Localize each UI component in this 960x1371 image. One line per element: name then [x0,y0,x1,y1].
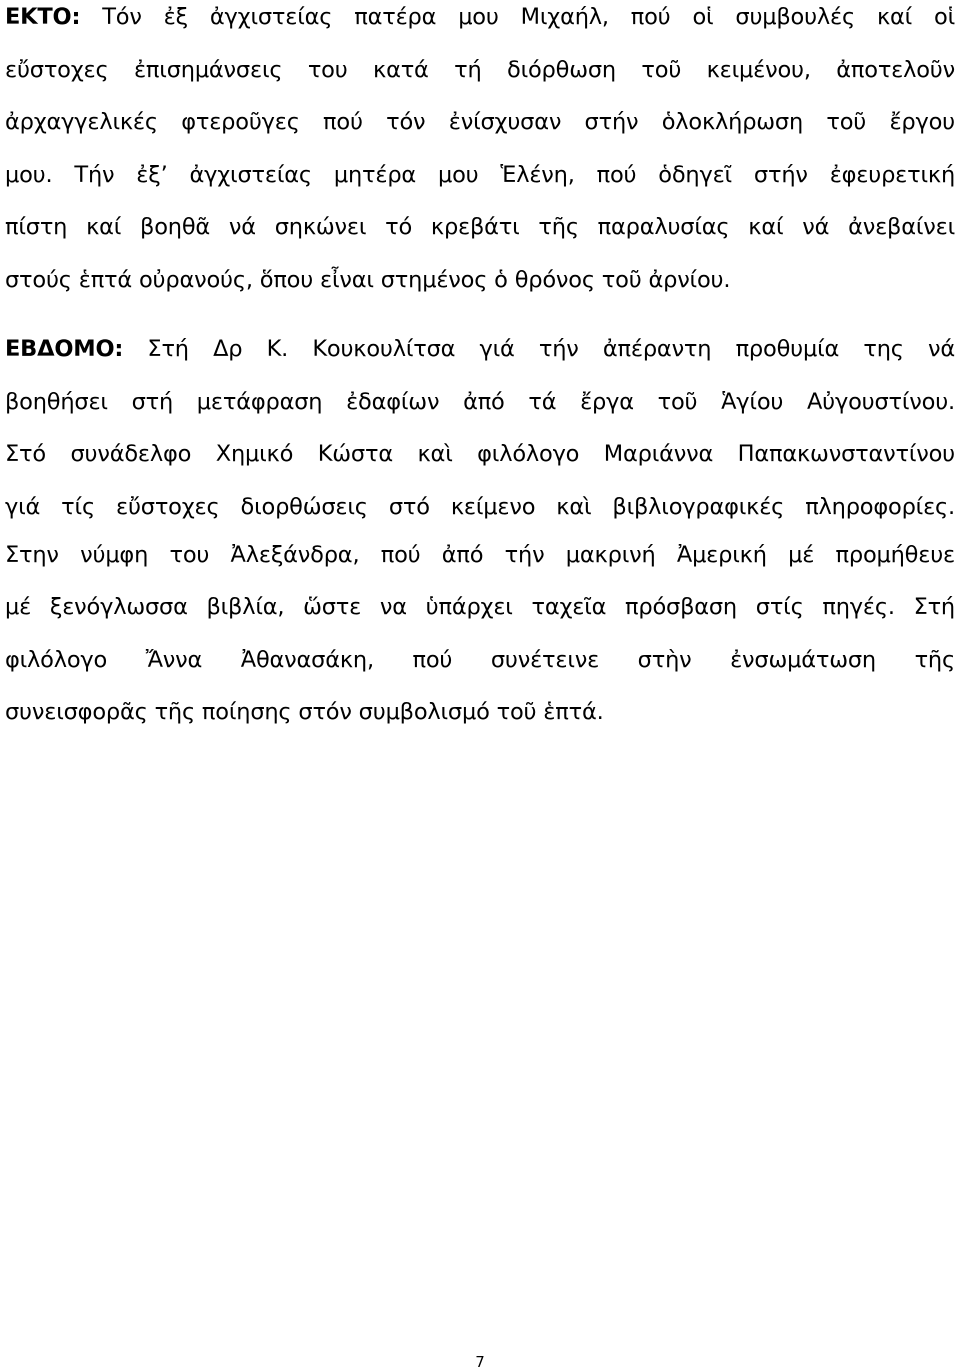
paragraph-line: εὔστοχες ἐπισημάνσεις του κατά τή διόρθωση τοῦ κειμένου, ἀποτελοῦν [5,57,955,83]
paragraph-line: πίστη καί βοηθᾶ νά σηκώνει τό κρεβάτι τῆς παραλυσίας καί νά ἀνεβαίνει [5,214,955,240]
paragraph-line: συνεισφορᾶς τῆς ποίησης στόν συμβολισμό τοῦ ἑπτά. [5,699,604,725]
paragraph-line: μέ ξενόγλωσσα βιβλία, ὥστε να ὑπάρχει ταχεῖα πρόσβαση στίς πηγές. Στή [5,594,955,620]
page-number: 7 [475,1353,485,1371]
paragraph-line: φιλόλογο Ἄννα Ἀθανασάκη, πού συνέτεινε στὴν ἐνσωμάτωση τῆς [5,647,955,673]
paragraph-line: βοηθήσει στή μετάφραση ἐδαφίων ἀπό τά ἔργα τοῦ Ἁγίου Αὐγουστίνου. [5,389,955,415]
paragraph-line: στούς ἑπτά οὐρανούς, ὅπου εἶναι στημένος ὁ θρόνος τοῦ ἀρνίου. [5,267,731,293]
paragraph-line: μου. Τήν ἐξ’ ἀγχιστείας μητέρα μου Ἑλένη, πού ὁδηγεῖ στήν ἐφευρετική [5,162,955,188]
paragraph-line: Στό συνάδελφο Χημικό Κώστα καὶ φιλόλογο Μαριάννα Παπακωνσταντίνου [5,441,955,467]
paragraph-line: ἀρχαγγελικές φτεροῦγες πού τόν ἐνίσχυσαν στήν ὁλοκλήρωση τοῦ ἔργου [5,109,955,135]
paragraph-line: ΕΒΔΟΜΟ: Στή Δρ Κ. Κουκουλίτσα γιά τήν ἀπέραντη προθυμία της νά [5,336,955,362]
paragraph-line: γιά τίς εὔστοχες διορθώσεις στό κείμενο καὶ βιβλιογραφικές πληροφορίες. [5,494,955,520]
paragraph-line: ΕΚΤΟ: Τόν ἐξ ἀγχιστείας πατέρα μου Μιχαήλ, πού οἱ συμβουλές καί οἱ [5,4,955,30]
paragraph-line: Στην νύμφη του Ἀλεξάνδρα, πού ἀπό τήν μακρινή Ἀμερική μέ προμήθευε [5,542,955,568]
section-label: ΕΒΔΟΜΟ: [5,336,124,362]
section-label: ΕΚΤΟ: [5,4,81,30]
